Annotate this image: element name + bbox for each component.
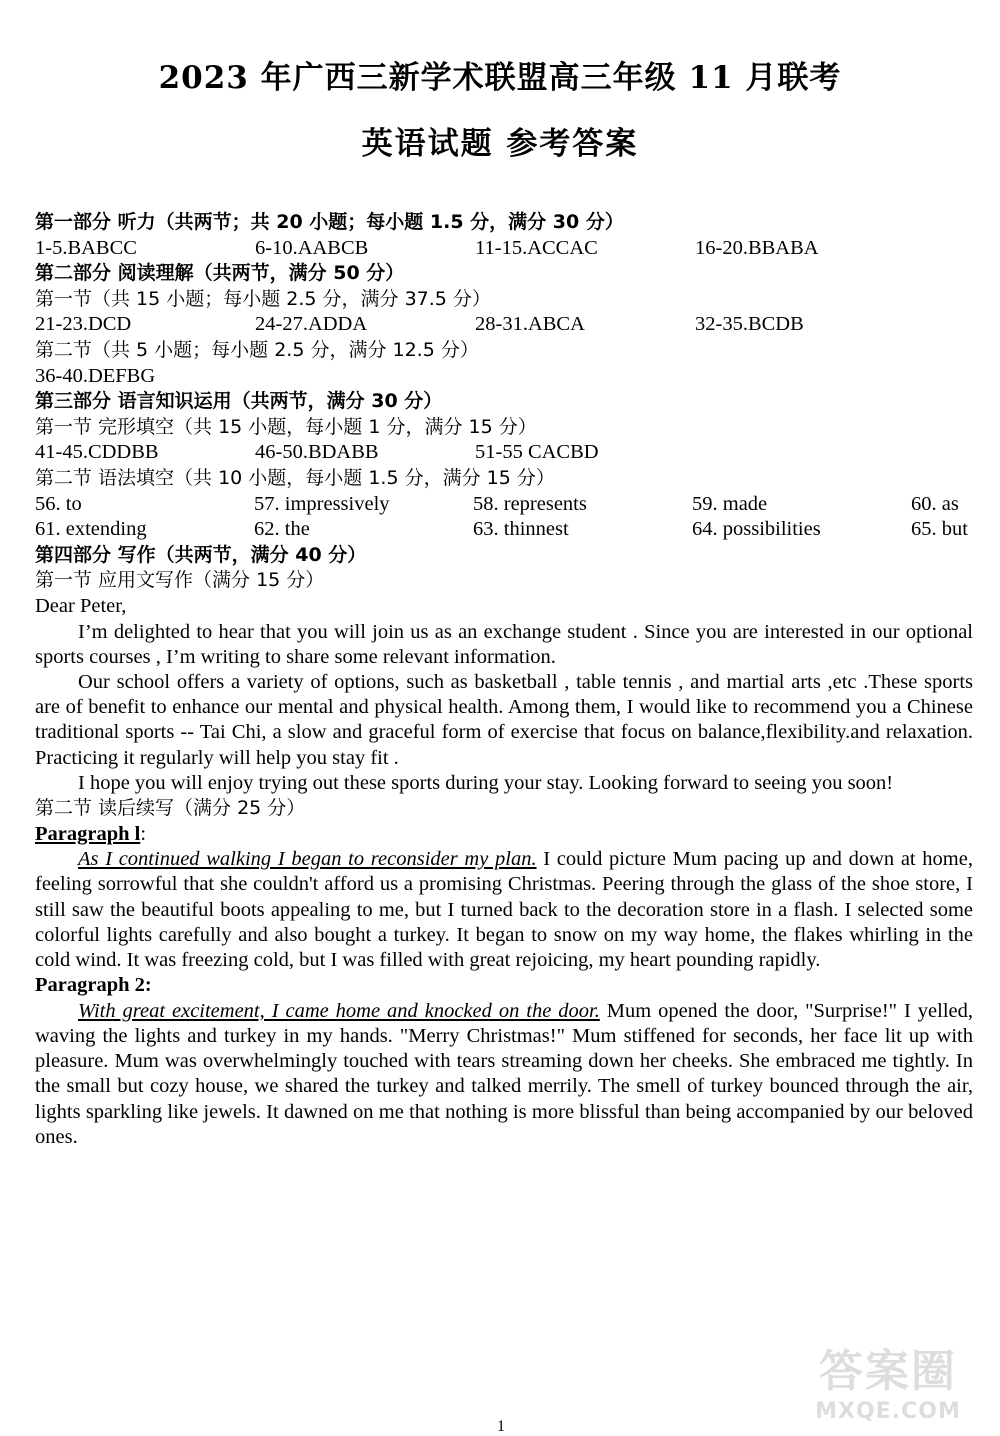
answer-group: 24-27.ADDA [255, 313, 368, 336]
letter-paragraph: I’m delighted to hear that you will join us as an exchange student . Since you are interested in our optional sports courses , I’m writing to share some relevant information. [35, 620, 973, 668]
answer-group: 32-35.BCDB [695, 313, 804, 336]
answer-group: 46-50.BDABB [255, 441, 379, 464]
part2-heading: 第二部分 阅读理解（共两节，满分 50 分） [35, 262, 405, 285]
letter-paragraph: I hope you will enjoy trying out these sports during your stay. Looking forward to seeing you soon! [78, 771, 894, 794]
answer-group: 11-15.ACCAC [475, 236, 598, 259]
paragraph1-colon: : [140, 822, 147, 845]
answer-content [35, 210, 973, 1150]
grammar-answer: 61. extending [35, 518, 147, 541]
part3-section1-answers [35, 440, 973, 466]
part2-section2-answer: 36-40.DEFBG [35, 364, 156, 387]
paragraph1-opening: As I continued walking I began to reconsider my plan. [78, 848, 537, 871]
answer-group: 1-5.BABCC [35, 236, 137, 259]
grammar-answer: 63. thinnest [473, 518, 569, 541]
grammar-answer: 64. possibilities [692, 518, 821, 541]
grammar-answer: 65. but [911, 518, 968, 541]
part1-answers [35, 236, 973, 262]
watermark-logo-text: 答案圈 [819, 1346, 957, 1397]
page-number: 1 [497, 1418, 505, 1435]
part2-section1-heading: 第一节（共 15 小题；每小题 2.5 分，满分 37.5 分） [35, 287, 491, 310]
paragraph2-label: Paragraph 2: [35, 974, 152, 997]
grammar-answer: 59. made [692, 492, 768, 515]
watermark-logo [798, 1335, 978, 1423]
continuation-paragraph-1 [35, 847, 973, 973]
answer-group: 16-20.BBABA [695, 236, 819, 259]
part2-section1-answers [35, 312, 973, 338]
part4-section1-heading: 第一节 应用文写作（满分 15 分） [35, 569, 325, 592]
grammar-row-2 [35, 517, 973, 543]
grammar-answer: 56. to [35, 492, 82, 515]
part3-heading: 第三部分 语言知识运用（共两节，满分 30 分） [35, 390, 443, 413]
watermark-url: MXQE.COM [815, 1399, 961, 1424]
answer-group: 51-55 CACBD [475, 441, 599, 464]
paragraph2-opening: With great excitement, I came home and knocked on the door. [78, 999, 600, 1022]
answer-group: 41-45.CDDBB [35, 441, 159, 464]
paragraph2-body: Mum opened the door, "Surprise!" I yelled, waving the lights and turkey in my hands. "Merry Christmas!" Mum stiffened for seconds, her face lit up with pleasure. Mum was overwhelmingly touched with tears streaming down her cheeks. She embraced me tightly. In the small but cozy house, we shared the turkey and talked merrily. The smell of turkey bounced through the air, lights sparkling like jewels. It dawned on me that nothing is more blissful than being accompanied by our beloved ones. [35, 999, 973, 1148]
grammar-answer: 57. impressively [254, 492, 390, 515]
paragraph1-label-text: Paragraph l [35, 822, 141, 845]
continuation-paragraph-2 [35, 999, 973, 1150]
document-title: 2023 年广西三新学术联盟高三年级 11 月联考 [158, 60, 842, 96]
part2-section2-heading: 第二节（共 5 小题；每小题 2.5 分，满分 12.5 分） [35, 338, 479, 361]
paragraph1-body: I could picture Mum pacing up and down at home, feeling sorrowful that she couldn't afford us a promising Christmas. Peering through the glass of the shoe store, I still saw the beautiful boots appealing to me, but I turned back to the decoration store in a flash. I selected some colorful lights carefully and also bought a turkey. It began to snow on my way home, the flakes whirling in the cold wind. It was freezing cold, but I was filled with great rejoicing, my heart pounding rapidly. [35, 848, 973, 971]
part3-section2-heading: 第二节 语法填空（共 10 小题，每小题 1.5 分，满分 15 分） [35, 466, 555, 489]
part3-section1-heading: 第一节 完形填空（共 15 小题，每小题 1 分，满分 15 分） [35, 415, 537, 438]
grammar-answer: 60. as [911, 492, 959, 515]
grammar-answer: 62. the [254, 518, 310, 541]
answer-group: 28-31.ABCA [475, 313, 585, 336]
part1-heading: 第一部分 听力（共两节；共 20 小题；每小题 1.5 分，满分 30 分） [35, 211, 624, 233]
answer-group: 21-23.DCD [35, 313, 132, 336]
letter-paragraph: Our school offers a variety of options, such as basketball , table tennis , and martial arts ,etc .These sports are of benefit to enhance our mental and physical health. Among them, I would like to recommend you a Chinese traditional sports -- Tai Chi, a slow and graceful form of exercise that focus on balance,flexibility.and relaxation. Practicing it regularly will help you stay fit . [35, 670, 973, 769]
grammar-answer: 58. represents [473, 492, 587, 515]
paragraph1-label [35, 822, 973, 848]
letter-greeting: Dear Peter, [35, 594, 127, 617]
answer-group: 6-10.AABCB [255, 236, 369, 259]
document-subtitle: 英语试题 参考答案 [361, 126, 639, 162]
part4-heading: 第四部分 写作（共两节，满分 40 分） [35, 543, 367, 566]
grammar-row-1 [35, 492, 973, 518]
part4-section2-heading: 第二节 读后续写（满分 25 分） [35, 796, 306, 819]
